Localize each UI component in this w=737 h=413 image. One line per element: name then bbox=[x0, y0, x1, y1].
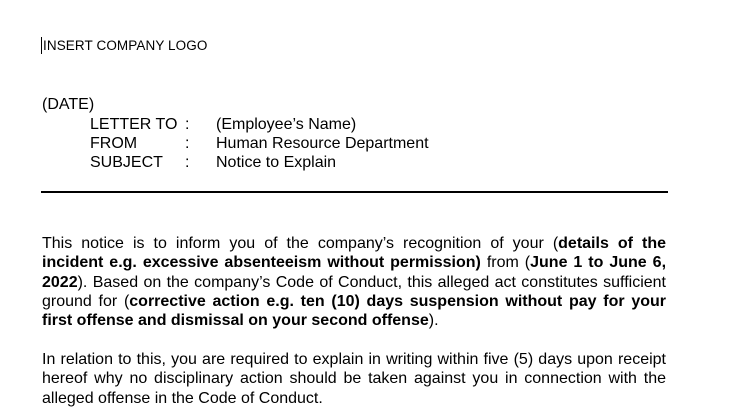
bold-incident-dates: June 1 to June 6, 2022 bbox=[42, 254, 667, 291]
text-run: This notice is to inform you of the company’s recognition of your ( bbox=[42, 235, 559, 252]
memo-colon: : bbox=[185, 135, 190, 152]
text-run: from ( bbox=[480, 254, 531, 272]
memo-colon: : bbox=[185, 154, 190, 171]
memo-value-subject[interactable]: Notice to Explain bbox=[216, 154, 337, 171]
company-logo-placeholder[interactable]: INSERT COMPANY LOGO bbox=[43, 38, 208, 53]
memo-label: LETTER TO bbox=[90, 116, 178, 133]
memo-colon: : bbox=[185, 116, 190, 133]
memo-label: SUBJECT bbox=[90, 154, 163, 171]
memo-label: FROM bbox=[90, 135, 138, 152]
memo-value-from[interactable]: Human Resource Department bbox=[216, 135, 429, 152]
text-run: ). Based on the company’s Code of Conduct, this alleged act constitutes sufficient ground for ( bbox=[42, 273, 666, 310]
bold-incident-details: details of the incident e.g. excessive absenteeism without permission) bbox=[42, 235, 666, 272]
paragraph-notice[interactable] bbox=[42, 234, 666, 330]
horizontal-rule bbox=[41, 191, 668, 193]
paragraph-explain-request[interactable]: In relation to this, you are required to explain in writing within five (5) days upon receipt hereof why no disciplinary action should be taken against you in connection with the alleged offense in the Code of Conduct. bbox=[42, 351, 666, 407]
memo-value-employee-name[interactable]: (Employee’s Name) bbox=[216, 116, 357, 133]
text-run: ). bbox=[428, 312, 439, 330]
date-placeholder[interactable]: (DATE) bbox=[42, 96, 95, 113]
text-cursor bbox=[41, 37, 42, 54]
bold-corrective-action: corrective action e.g. ten (10) days suspension without pay for your first offense and dismissal on your second offense bbox=[42, 292, 666, 330]
